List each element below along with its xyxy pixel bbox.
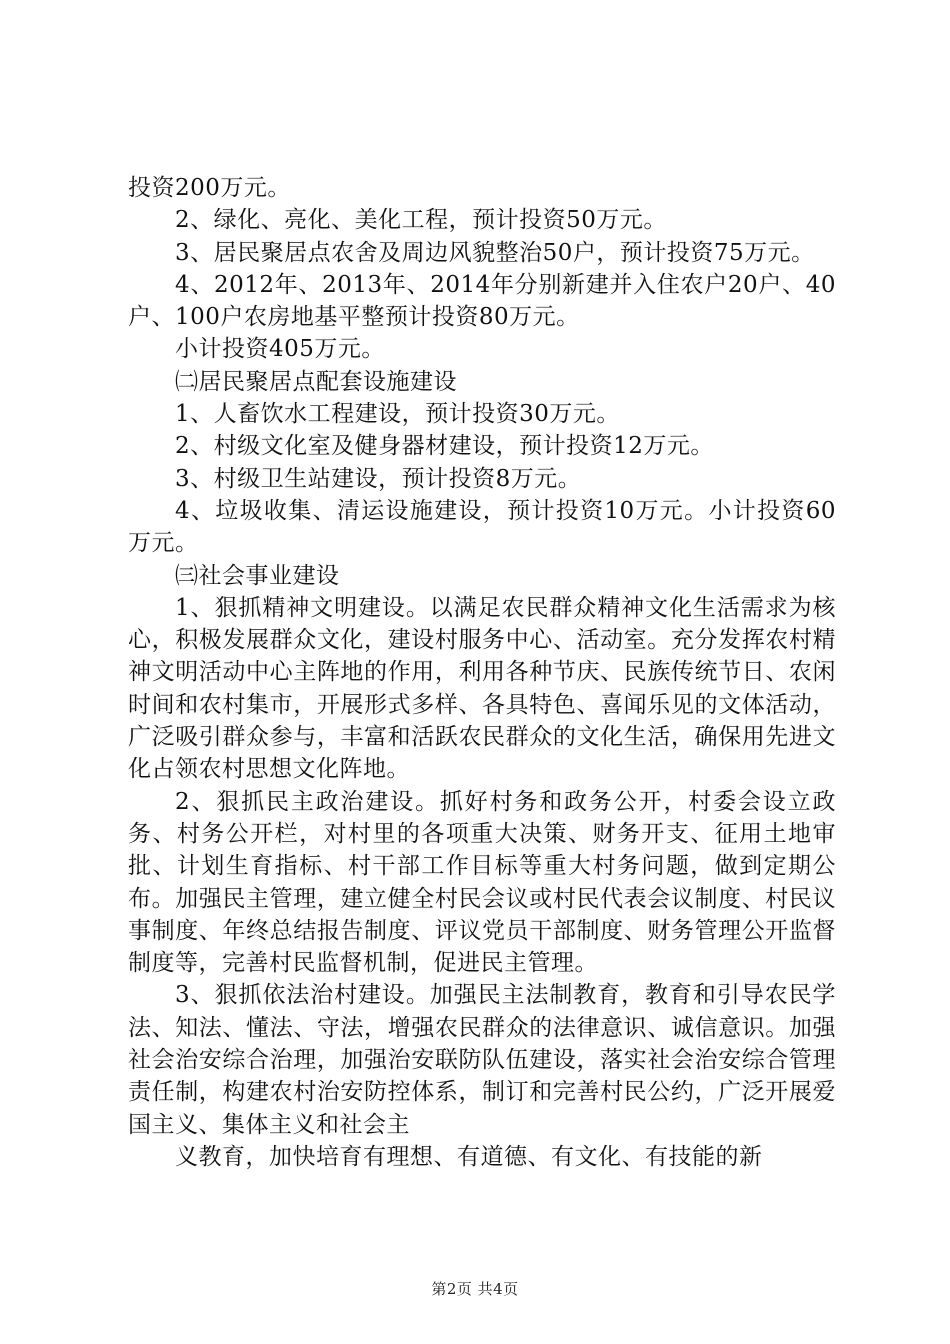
- document-body: [128, 172, 836, 1173]
- paragraph-greening-project: 2、绿化、亮化、美化工程，预计投资50万元。: [175, 207, 667, 234]
- paragraph-democratic-politics: 2、狠抓民主政治建设。抓好村务和政务公开，村委会设立政务、村务公开栏，对村里的各项重大决策、财务开支、征用土地审批、计划生育指标、村干部工作目标等重大村务问题，做到定期公布。加强民主管理，建立健全村民会议或村民代表会议制度、村民议事制度、年终总结报告制度、评议党员干部制度、财务管理公开监督制度等，完善村民监督机制，促进民主管理。: [128, 788, 836, 977]
- paragraph-health-station: 3、村级卫生站建设，预计投资8万元。: [175, 465, 582, 492]
- paragraph-drinking-water: 1、人畜饮水工程建设，预计投资30万元。: [175, 401, 620, 428]
- paragraph-spiritual-civilization: 1、狠抓精神文明建设。以满足农民群众精神文化生活需求为核心，积极发展群众文化，建设村服务中心、活动室。充分发挥农村精神文明活动中心主阵地的作用，利用各种节庆、民族传统节日、农闲时间和农村集市，开展形式多样、各具特色、喜闻乐见的文体活动，广泛吸引群众参与，丰富和活跃农民群众的文化生活，确保用先进文化占领农村思想文化阵地。: [128, 594, 836, 783]
- paragraph-farmhouse-renovation: 3、居民聚居点农舍及周边风貌整治50户，预计投资75万元。: [175, 239, 815, 266]
- paragraph-investment-200: 投资200万元。: [128, 175, 291, 201]
- paragraph-new-housing: 4、2012年、2013年、2014年分别新建并入住农户20户、40户、100户农房地基平整预计投资80万元。: [128, 271, 836, 331]
- paragraph-garbage-collection: 4、垃圾收集、清运设施建设，预计投资10万元。小计投资60万元。: [128, 497, 836, 557]
- paragraph-subtotal-405: 小计投资405万元。: [175, 336, 385, 363]
- section-heading-facilities: ㈡居民聚居点配套设施建设: [175, 368, 457, 395]
- page-footer: 第2页 共4页: [431, 1280, 519, 1298]
- paragraph-culture-room: 2、村级文化室及健身器材建设，预计投资12万元。: [175, 433, 714, 460]
- paragraph-education-continued: 义教育，加快培育有理想、有道德、有文化、有技能的新: [175, 1143, 763, 1170]
- section-heading-social: ㈢社会事业建设: [175, 562, 340, 589]
- paragraph-rule-of-law: 3、狠抓依法治村建设。加强民主法制教育，教育和引导农民学法、知法、懂法、守法，增强农民群众的法律意识、诚信意识。加强社会治安综合治理，加强治安联防队伍建设，落实社会治安综合管理责任制，构建农村治安防控体系，制订和完善村民公约，广泛开展爱国主义、集体主义和社会主: [128, 982, 836, 1138]
